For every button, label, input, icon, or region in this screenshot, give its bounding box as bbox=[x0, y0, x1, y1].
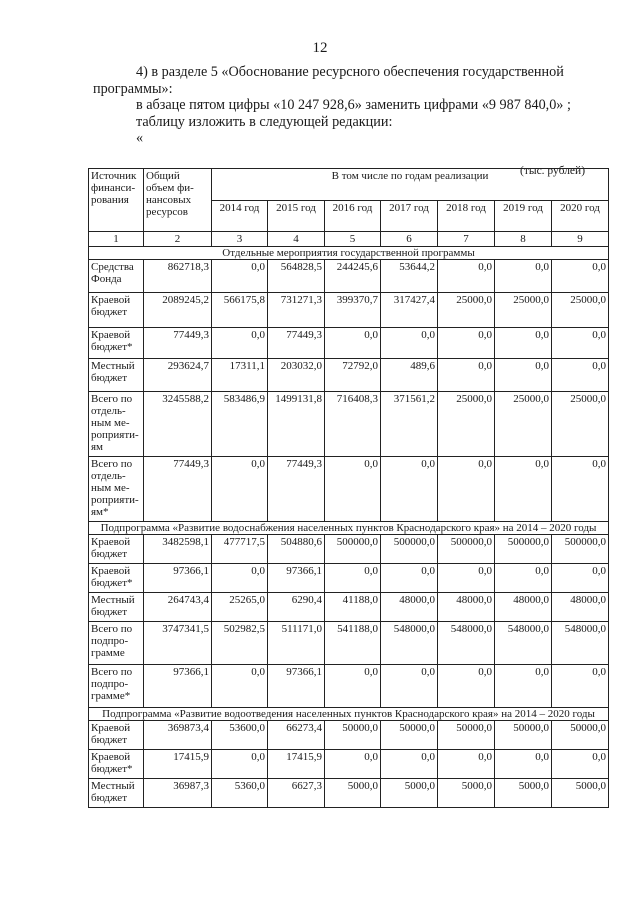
section-header-row bbox=[89, 708, 609, 721]
row-label: Краевой бюджет* bbox=[89, 750, 144, 779]
table-cell: 3482598,1 bbox=[144, 535, 212, 564]
table-cell: 50000,0 bbox=[381, 721, 438, 750]
table-cell: 77449,3 bbox=[144, 328, 212, 359]
table-row bbox=[89, 750, 609, 779]
table-cell: 583486,9 bbox=[212, 392, 268, 457]
table-row bbox=[89, 457, 609, 522]
table-cell: 0,0 bbox=[212, 457, 268, 522]
table-cell: 2089245,2 bbox=[144, 293, 212, 328]
table-cell: 511171,0 bbox=[268, 622, 325, 665]
table-cell: 293624,7 bbox=[144, 359, 212, 392]
table-row bbox=[89, 721, 609, 750]
resource-table bbox=[88, 168, 609, 808]
table-cell: 25000,0 bbox=[495, 293, 552, 328]
table-cell: 0,0 bbox=[552, 665, 609, 708]
table-cell: 97366,1 bbox=[144, 665, 212, 708]
table-cell: 5000,0 bbox=[381, 779, 438, 808]
row-label: Краевой бюджет* bbox=[89, 328, 144, 359]
table-cell: 1499131,8 bbox=[268, 392, 325, 457]
table-cell: 862718,3 bbox=[144, 260, 212, 293]
table-cell: 0,0 bbox=[495, 564, 552, 593]
table-cell: 500000,0 bbox=[438, 535, 495, 564]
column-number: 4 bbox=[268, 232, 325, 247]
table-cell: 541188,0 bbox=[325, 622, 381, 665]
table-cell: 0,0 bbox=[381, 564, 438, 593]
table-cell: 25000,0 bbox=[495, 392, 552, 457]
table-cell: 50000,0 bbox=[495, 721, 552, 750]
year-header: 2019 год bbox=[495, 200, 552, 232]
table-row bbox=[89, 564, 609, 593]
table-cell: 3747341,5 bbox=[144, 622, 212, 665]
table-cell: 0,0 bbox=[325, 665, 381, 708]
column-number: 9 bbox=[552, 232, 609, 247]
table-cell: 0,0 bbox=[495, 328, 552, 359]
table-cell: 6290,4 bbox=[268, 593, 325, 622]
table-cell: 0,0 bbox=[438, 750, 495, 779]
row-label: Местный бюджет bbox=[89, 593, 144, 622]
table-cell: 5360,0 bbox=[212, 779, 268, 808]
header-years: В том числе по годам реализации bbox=[212, 169, 609, 201]
table-cell: 371561,2 bbox=[381, 392, 438, 457]
row-label: Всего по подпро-грамме bbox=[89, 622, 144, 665]
table-cell: 0,0 bbox=[325, 750, 381, 779]
table-cell: 66273,4 bbox=[268, 721, 325, 750]
table-cell: 97366,1 bbox=[144, 564, 212, 593]
table-cell: 17415,9 bbox=[144, 750, 212, 779]
year-header: 2020 год bbox=[552, 200, 609, 232]
table-cell: 25265,0 bbox=[212, 593, 268, 622]
table-cell: 0,0 bbox=[495, 260, 552, 293]
table-row bbox=[89, 593, 609, 622]
table-cell: 36987,3 bbox=[144, 779, 212, 808]
year-header: 2017 год bbox=[381, 200, 438, 232]
column-number: 3 bbox=[212, 232, 268, 247]
table-cell: 0,0 bbox=[212, 328, 268, 359]
table-cell: 489,6 bbox=[381, 359, 438, 392]
table-cell: 0,0 bbox=[552, 564, 609, 593]
row-label: Краевой бюджет bbox=[89, 535, 144, 564]
table-cell: 564828,5 bbox=[268, 260, 325, 293]
table-cell: 548000,0 bbox=[552, 622, 609, 665]
column-number: 7 bbox=[438, 232, 495, 247]
year-header: 2015 год bbox=[268, 200, 325, 232]
table-cell: 0,0 bbox=[552, 457, 609, 522]
table-cell: 0,0 bbox=[495, 665, 552, 708]
table-row bbox=[89, 622, 609, 665]
row-label: Всего по подпро-грамме* bbox=[89, 665, 144, 708]
row-label: Всего по отдель-ным ме-роприяти-ям bbox=[89, 392, 144, 457]
table-cell: 48000,0 bbox=[438, 593, 495, 622]
table-row bbox=[89, 392, 609, 457]
table-cell: 72792,0 bbox=[325, 359, 381, 392]
table-cell: 264743,4 bbox=[144, 593, 212, 622]
year-header: 2018 год bbox=[438, 200, 495, 232]
intro-line-4: таблицу изложить в следующей редакции: bbox=[136, 113, 393, 130]
table-cell: 548000,0 bbox=[495, 622, 552, 665]
table-cell: 0,0 bbox=[495, 457, 552, 522]
table-cell: 41188,0 bbox=[325, 593, 381, 622]
table-cell: 0,0 bbox=[438, 665, 495, 708]
table-cell: 0,0 bbox=[438, 457, 495, 522]
table-cell: 77449,3 bbox=[144, 457, 212, 522]
table-cell: 3245588,2 bbox=[144, 392, 212, 457]
table-cell: 97366,1 bbox=[268, 665, 325, 708]
table-cell: 502982,5 bbox=[212, 622, 268, 665]
table-body bbox=[89, 169, 609, 808]
table-row bbox=[89, 665, 609, 708]
table-cell: 399370,7 bbox=[325, 293, 381, 328]
column-number: 2 bbox=[144, 232, 212, 247]
table-cell: 566175,8 bbox=[212, 293, 268, 328]
table-cell: 500000,0 bbox=[495, 535, 552, 564]
table-cell: 17311,1 bbox=[212, 359, 268, 392]
table-cell: 25000,0 bbox=[438, 293, 495, 328]
table-cell: 203032,0 bbox=[268, 359, 325, 392]
row-label: Краевой бюджет* bbox=[89, 564, 144, 593]
table-row bbox=[89, 328, 609, 359]
table-cell: 48000,0 bbox=[381, 593, 438, 622]
table-cell: 0,0 bbox=[438, 328, 495, 359]
row-label: Всего по отдель-ным ме-роприяти-ям* bbox=[89, 457, 144, 522]
table-cell: 244245,6 bbox=[325, 260, 381, 293]
table-cell: 53644,2 bbox=[381, 260, 438, 293]
table-cell: 0,0 bbox=[438, 359, 495, 392]
column-number: 8 bbox=[495, 232, 552, 247]
section-title: Подпрограмма «Развитие водоснабжения населенных пунктов Краснодарского края» на 2014 – 2020 годы bbox=[89, 522, 609, 535]
row-label: Краевой бюджет bbox=[89, 293, 144, 328]
table-cell: 5000,0 bbox=[552, 779, 609, 808]
table-cell: 25000,0 bbox=[438, 392, 495, 457]
table-row bbox=[89, 535, 609, 564]
table-cell: 25000,0 bbox=[552, 293, 609, 328]
column-number: 1 bbox=[89, 232, 144, 247]
table-cell: 500000,0 bbox=[325, 535, 381, 564]
intro-line-3: в абзаце пятом цифры «10 247 928,6» заменить цифрами «9 987 840,0» ; bbox=[136, 97, 571, 113]
table-cell: 369873,4 bbox=[144, 721, 212, 750]
table-cell: 0,0 bbox=[212, 260, 268, 293]
header-total: Общий объем фи-нансовых ресурсов bbox=[144, 169, 212, 232]
table-cell: 0,0 bbox=[212, 564, 268, 593]
table-row bbox=[89, 260, 609, 293]
table-cell: 0,0 bbox=[552, 328, 609, 359]
table-cell: 0,0 bbox=[381, 457, 438, 522]
table-cell: 504880,6 bbox=[268, 535, 325, 564]
table-cell: 17415,9 bbox=[268, 750, 325, 779]
year-header: 2014 год bbox=[212, 200, 268, 232]
table-cell: 77449,3 bbox=[268, 328, 325, 359]
section-title: Отдельные мероприятия государственной программы bbox=[89, 247, 609, 260]
table-cell: 0,0 bbox=[381, 328, 438, 359]
row-label: Средства Фонда bbox=[89, 260, 144, 293]
table-cell: 5000,0 bbox=[495, 779, 552, 808]
section-header-row bbox=[89, 247, 609, 260]
table-cell: 0,0 bbox=[325, 457, 381, 522]
table-cell: 53600,0 bbox=[212, 721, 268, 750]
table-cell: 48000,0 bbox=[495, 593, 552, 622]
column-number: 6 bbox=[381, 232, 438, 247]
table-cell: 0,0 bbox=[212, 750, 268, 779]
row-label: Краевой бюджет bbox=[89, 721, 144, 750]
table-cell: 500000,0 bbox=[381, 535, 438, 564]
table-cell: 0,0 bbox=[325, 328, 381, 359]
table-row bbox=[89, 779, 609, 808]
section-header-row bbox=[89, 522, 609, 535]
table-row bbox=[89, 293, 609, 328]
unit-label: (тыс. рублей) bbox=[520, 165, 586, 177]
table-cell: 50000,0 bbox=[438, 721, 495, 750]
table-cell: 25000,0 bbox=[552, 392, 609, 457]
table-cell: 0,0 bbox=[552, 260, 609, 293]
intro-text bbox=[93, 64, 613, 147]
header-row bbox=[89, 169, 609, 201]
table-cell: 0,0 bbox=[212, 665, 268, 708]
year-header: 2016 год bbox=[325, 200, 381, 232]
column-numbers-row bbox=[89, 232, 609, 247]
table-cell: 0,0 bbox=[325, 564, 381, 593]
table-cell: 0,0 bbox=[495, 359, 552, 392]
table-cell: 716408,3 bbox=[325, 392, 381, 457]
table-cell: 5000,0 bbox=[325, 779, 381, 808]
intro-line-1: 4) в разделе 5 «Обоснование ресурсного обеспечения государственной bbox=[136, 64, 564, 80]
page-number: 12 bbox=[312, 40, 328, 56]
table-cell: 5000,0 bbox=[438, 779, 495, 808]
table-cell: 97366,1 bbox=[268, 564, 325, 593]
header-source: Источник финанси-рования bbox=[89, 169, 144, 232]
table-cell: 0,0 bbox=[438, 260, 495, 293]
table-cell: 0,0 bbox=[552, 750, 609, 779]
table-row bbox=[89, 359, 609, 392]
column-number: 5 bbox=[325, 232, 381, 247]
row-label: Местный бюджет bbox=[89, 359, 144, 392]
table-cell: 48000,0 bbox=[552, 593, 609, 622]
table-cell: 77449,3 bbox=[268, 457, 325, 522]
table-cell: 548000,0 bbox=[438, 622, 495, 665]
table-cell: 6627,3 bbox=[268, 779, 325, 808]
table-cell: 0,0 bbox=[381, 665, 438, 708]
table-cell: 0,0 bbox=[381, 750, 438, 779]
table-cell: 0,0 bbox=[552, 359, 609, 392]
intro-line-2: программы»: bbox=[93, 80, 173, 97]
row-label: Местный бюджет bbox=[89, 779, 144, 808]
table-cell: 500000,0 bbox=[552, 535, 609, 564]
table-cell: 477717,5 bbox=[212, 535, 268, 564]
table-cell: 317427,4 bbox=[381, 293, 438, 328]
table-cell: 731271,3 bbox=[268, 293, 325, 328]
table-cell: 50000,0 bbox=[552, 721, 609, 750]
table-cell: 50000,0 bbox=[325, 721, 381, 750]
table-cell: 0,0 bbox=[495, 750, 552, 779]
section-title: Подпрограмма «Развитие водоотведения населенных пунктов Краснодарского края» на 2014 – 2020 годы bbox=[89, 708, 609, 721]
table-cell: 0,0 bbox=[438, 564, 495, 593]
intro-line-5: « bbox=[136, 130, 144, 146]
table-cell: 548000,0 bbox=[381, 622, 438, 665]
